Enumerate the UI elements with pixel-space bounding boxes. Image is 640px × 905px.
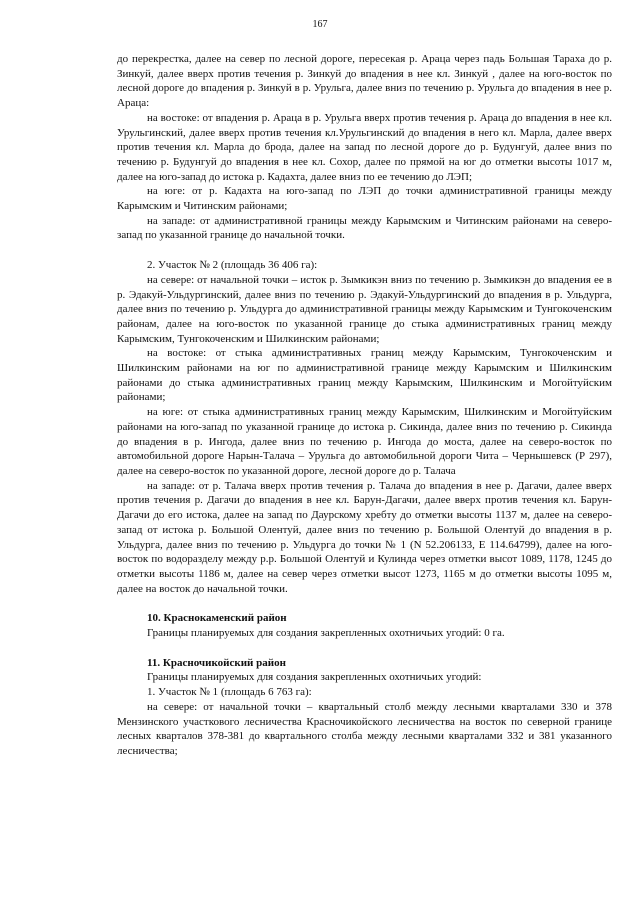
spacer (117, 596, 612, 611)
paragraph: на севере: от начальной точки – квартальный столб между лесными кварталами 330 и 378 Мензинского участкового лесничества Красночикойского лесничества на восток по северной границе лесных кварталов 378-381 до квартального столба между лесными кварталами 332 и 381 указанного лесничества; (117, 700, 612, 757)
paragraph: Границы планируемых для создания закрепленных охотничьих угодий: (147, 671, 482, 684)
plot-heading: 2. Участок № 2 (площадь 36 406 га): (147, 259, 318, 272)
section-heading: 11. Красночикойский район (147, 656, 286, 669)
paragraph: на востоке: от впадения р. Араца в р. Урульга вверх против течения р. Араца до впадения в нее кл. Урульгинский, далее вверх против течения кл.Урульгинский до впадения в него кл. Марла, далее вверх против течения кл. Марла до брода, далее на запад по лесной дороге до р. Будунгуй, далее вниз по течению р. Будунгуй до впадения в нее кл. Сохор, далее по прямой на юг до отметки высоты 1017 м, далее на юго-запад до истока р. Кадахта, далее вниз по ее течению до ЛЭП; (117, 111, 612, 183)
page-number: 167 (312, 19, 328, 30)
paragraph: на востоке: от стыка административных границ между Карымским, Тунгокоченским и Шилкинским районами на юг по административной границе между Карымским и Шилкинским районами до стыка административных границ между Карымским, Шилкинским и Могойтуйским районами; (117, 347, 612, 404)
paragraph: на западе: от административной границы между Карымским и Читинским районами на северо-запад по указанной границе до начальной точки. (117, 214, 612, 242)
paragraph: на юге: от стыка административных границ между Карымским, Шилкинским и Могойтуйским районами на юго-запад по указанной границе до истока р. Сикинда, далее вниз по течению р. Сикинда до впадения в р. Ингода, далее вниз по течению р. Ингода до моста, далее на северо-восток по автомобильной дороге Нарын-Талача – Урульга до автомобильной дороги Чита – Чернышевск (Р 297), далее на северо-восток по указанной дороге, лесной дороге до р. Талача (117, 406, 612, 477)
document-body (117, 52, 612, 759)
spacer (117, 641, 612, 656)
paragraph: на севере: от начальной точки – исток р. Зымкикэн вниз по течению р. Зымкикэн до впадения ее в р. Эдакуй-Ульдургинский, далее вниз по течению р. Эдакуй-Ульдургинский до впадения в р. Ульдурга, далее вниз по течению р. Ульдурга до административной границы между Карымским и Тунгокоченским районам, далее на юго-восток по указанной границе до стыка административных границ между Карымским, Тунгокоченским и Шилкинским районами; (117, 273, 612, 345)
paragraph: Границы планируемых для создания закрепленных охотничьих угодий: 0 га. (147, 627, 505, 640)
plot-heading: 1. Участок № 1 (площадь 6 763 га): (147, 686, 312, 699)
spacer (117, 243, 612, 258)
section-heading: 10. Краснокаменский район (147, 612, 287, 625)
paragraph: до перекрестка, далее на север по лесной дороге, пересекая р. Араца через падь Большая Тараха до р. Зинкуй, далее вверх против течения р. Зинкуй до впадения в нее кл. Зинкуй , далее на юго-восток по лесной дороге до впадения р. Зинкуй в р. Урульга, далее вниз по течению р. Урульга до впадения в нее р. Араца: (117, 53, 612, 110)
paragraph: на западе: от р. Талача вверх против течения р. Талача до впадения в нее р. Дагачи, далее вверх против течения р. Дагачи до впадения в нее кл. Барун-Дагачи, далее вверх против течения кл. Барун-Дагачи до его истока, далее на запад по Даурскому хребту до отметки высоты 1137 м, далее на северо-запад от истока р. Большой Олентуй, далее вниз по течению р. Большой Олентуй до впадения в р. Ульдурга, далее вниз по течению р. Ульдурга до точки № 1 (N 52.206133, E 114.64799), далее на юго-восток по водоразделу между р.р. Большой Олентуй и Кулинда через отметки высот 1089, 1178, 1245 до отметки высоты 1186 м, далее на север через отметки высот 1273, 1165 м до отметки высоты 1095 м, далее на восток до начальной точки. (117, 479, 612, 595)
paragraph: на юге: от р. Кадахта на юго-запад по ЛЭП до точки административной границы между Карымским и Читинским районами; (117, 185, 612, 213)
